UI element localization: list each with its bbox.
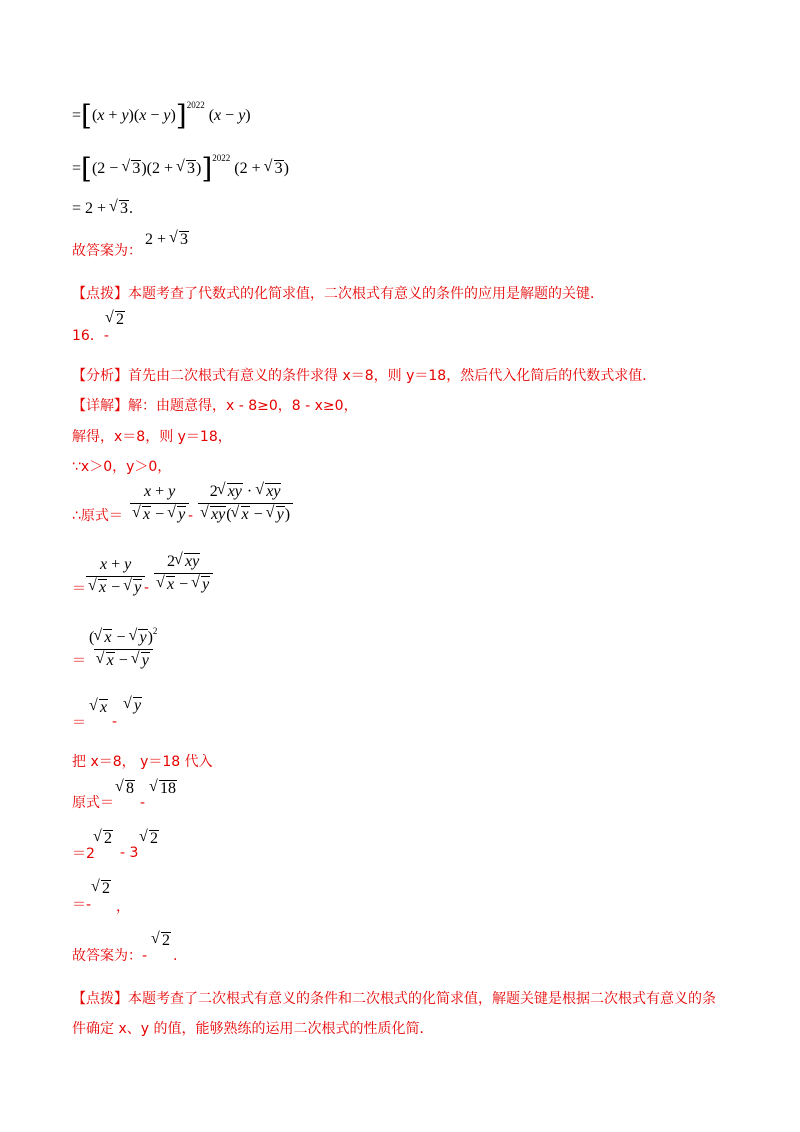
comma: ， xyxy=(116,899,130,915)
substitution-line: 把 x＝8， y＝18 代入 xyxy=(72,754,213,770)
math-line-2: =[(2 − √ 3)(2 + √ 3)]$^{2022}$ (2 + √ 3) xyxy=(72,153,289,179)
sqrt-8 xyxy=(116,780,135,798)
exponent: 2022 xyxy=(212,153,231,163)
orig-label-2: 原式＝ xyxy=(72,795,114,811)
equals-step-5 xyxy=(72,843,95,863)
answer-value-1 xyxy=(145,231,189,249)
coefficient-3: 3 xyxy=(129,845,139,861)
sqrt-y: √ y xyxy=(124,697,142,715)
minus-sign: - xyxy=(144,580,150,596)
answer-label: 故答案为： xyxy=(72,243,142,259)
answer-value-2 xyxy=(152,932,171,950)
equals-step-3: ＝ xyxy=(72,653,86,669)
detail-line: 【详解】解：由题意得，x - 8≥0，8 - x≥0， xyxy=(72,398,358,414)
period: . xyxy=(129,200,134,217)
period: . xyxy=(173,948,178,964)
exponent: 2022 xyxy=(186,100,205,110)
fraction-1: x + y √ x − √ y xyxy=(130,483,189,524)
equals-step-2: ＝ xyxy=(72,581,86,597)
math-line-3 xyxy=(72,200,133,218)
math-line-1: $=[(x + y)(x - y)]^{2022}$ (x − y) xyxy=(72,99,251,132)
equals-step-4: ＝ xyxy=(72,715,86,731)
fraction-3: x + y √ x − √ y xyxy=(86,556,145,597)
hint-2-line-2: 件确定 x、y 的值，能够熟练的运用二次根式的性质化简． xyxy=(72,1021,434,1037)
sqrt-x: √ x xyxy=(90,699,108,717)
answer-line-1 xyxy=(72,240,142,260)
minus-sign: - xyxy=(120,845,126,861)
sqrt-2-a xyxy=(94,830,113,848)
answer-label-2: 故答案为：- xyxy=(72,948,148,964)
fraction-5: (√ x − √ y)$^2$ √ x − √ y xyxy=(86,626,160,670)
radicand: 3 xyxy=(180,231,189,248)
radicand: 2 xyxy=(162,932,170,949)
radicand: 2 xyxy=(102,880,110,897)
sqrt-2-c xyxy=(92,880,111,898)
sqrt-18 xyxy=(150,780,177,798)
equals-sign: = xyxy=(72,160,82,177)
hint-1: 【点拨】本题考查了代数式的化简求值，二次根式有意义的条件的应用是解题的关键． xyxy=(72,286,604,302)
analysis-line: 【分析】首先由二次根式有意义的条件求得 x＝8，则 y＝18，然后代入化简后的代数式求值． xyxy=(72,368,657,384)
sqrt-2-b xyxy=(140,830,159,848)
fraction-2: 2√ xy · √ xy √ xy(√ x − √ y) xyxy=(198,483,293,524)
orig-label: ∴原式＝ xyxy=(72,508,123,524)
equals-sign: = xyxy=(72,107,82,124)
minus-sign: - xyxy=(188,508,194,524)
coefficient-2: 2 xyxy=(86,846,95,862)
radicand: 2 xyxy=(104,830,112,847)
radicand: 18 xyxy=(160,780,176,797)
because-line: ∵x＞0，y＞0， xyxy=(72,459,172,475)
radicand: 3 xyxy=(120,200,129,217)
equals-negative: ＝- xyxy=(72,897,92,913)
minus-sign: - xyxy=(140,795,146,811)
minus-three xyxy=(120,845,138,861)
radicand: 2 xyxy=(116,311,124,328)
question-16-label: 16．- xyxy=(72,328,109,344)
answer-text: 2 + xyxy=(145,231,167,248)
fraction-4: 2√ xy √ x − √ y xyxy=(154,553,213,594)
question-16-value xyxy=(106,311,125,329)
radicand: 2 xyxy=(150,830,158,847)
radicand: 8 xyxy=(126,780,134,797)
hint-2-line-1: 【点拨】本题考查了二次根式有意义的条件和二次根式的化简求值，解题关键是根据二次根式有意义的条 xyxy=(72,991,716,1007)
solve-line: 解得，x＝8，则 y＝18， xyxy=(72,429,232,445)
equals-sign: ＝ xyxy=(72,846,86,862)
result-text: = 2 + xyxy=(72,200,107,217)
minus-sign: - xyxy=(112,714,118,730)
